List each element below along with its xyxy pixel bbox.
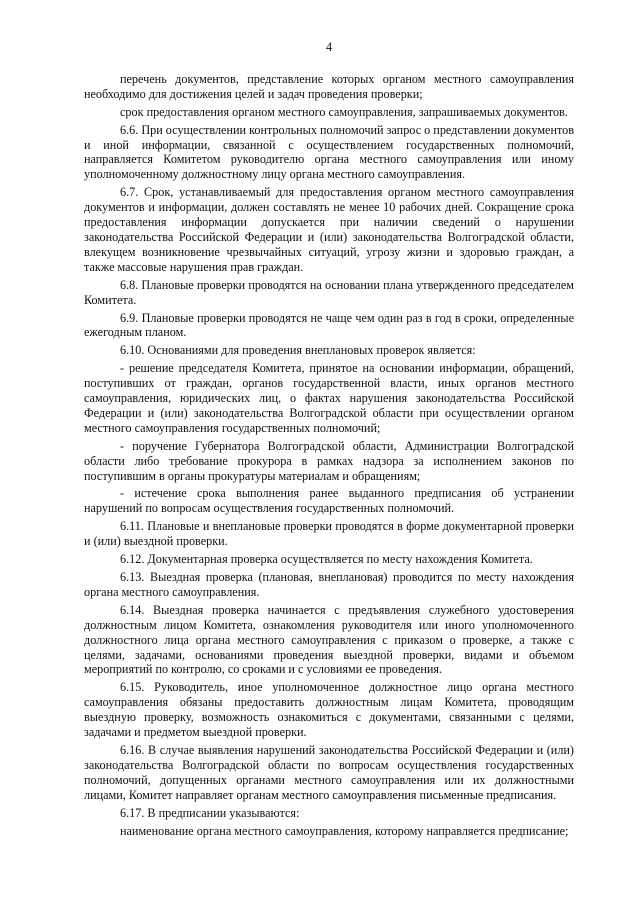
paragraph-6-17-item-1: наименование органа местного самоуправления, которому направляется предписание;	[120, 823, 569, 838]
paragraph-documents-deadline: срок предоставления органом местного самоуправления, запрашиваемых документов.	[120, 104, 568, 119]
paragraph-6-17: 6.17. В предписании указываются:	[120, 805, 300, 820]
paragraph-6-12: 6.12. Документарная проверка осуществляется по месту нахождения Комитета.	[120, 552, 533, 567]
paragraph-6-14: 6.14. Выездная проверка начинается с предъявления служебного удостоверения должностным лицом Комитета, ознакомления руководителя или иного уполномоченного должностного лица органа местного самоуправления с приказом о проверке, а также с целями, задачами, основаниями проведения выездной проверки, видами и объемом мероприятий по контролю, со сроками и с условиями ее проведения.	[84, 602, 574, 677]
paragraph-6-13: 6.13. Выездная проверка (плановая, внеплановая) проводится по месту нахождения органа местного самоуправления.	[84, 570, 574, 599]
paragraph-6-10-item-3: - истечение срока выполнения ранее выданного предписания об устранении нарушений по вопросам осуществления государственных полномочий.	[84, 486, 574, 516]
paragraph-6-10-item-2: - поручение Губернатора Волгоградской области, Администрации Волгоградской области либо требование прокурора в рамках надзора за исполнением законов по поступившим в органы прокуратуры материалам и обращениям;	[84, 438, 574, 483]
paragraph-6-10: 6.10. Основаниями для проведения внеплановых проверок является:	[120, 343, 476, 358]
paragraph-6-6: 6.6. При осуществлении контрольных полномочий запрос о представлении документов и иной информации, связанной с осуществлением государственных полномочий, направляется Комитетом руководителю органа местного самоуправления или иному уполномоченному должностному лицу органа местного самоуправления.	[84, 122, 574, 182]
page-number: 4	[325, 40, 333, 54]
paragraph-documents-list: перечень документов, представление которых органом местного самоуправления необходимо для достижения целей и задач проведения проверки;	[84, 71, 574, 101]
paragraph-6-9: 6.9. Плановые проверки проводятся не чаще чем один раз в год в сроки, определенные ежегодным планом.	[84, 310, 574, 340]
paragraph-6-16: 6.16. В случае выявления нарушений законодательства Российской Федерации и (или) законодательства Волгоградской области по вопросам осуществления государственных полномочий, допущенных органами местного самоуправления или их должностными лицами, Комитет направляет органам местного самоуправления письменные предписания.	[84, 742, 574, 802]
paragraph-6-11: 6.11. Плановые и внеплановые проверки проводятся в форме документарной проверки и (или) выездной проверки.	[84, 519, 574, 549]
paragraph-6-7: 6.7. Срок, устанавливаемый для предоставления органом местного самоуправления документов и информации, должен составлять не менее 10 рабочих дней. Сокращение срока предоставления информации допускается при наличии сведений о нарушении законодательства Российской Федерации и (или) законодательства Волгоградской области, влекущем возникновение чрезвычайных ситуаций, угрозу жизни и здоровью граждан, а также массовые нарушения прав граждан.	[84, 185, 574, 274]
paragraph-6-8: 6.8. Плановые проверки проводятся на основании плана утвержденного председателем Комитета.	[84, 277, 574, 307]
paragraph-6-10-item-1: - решение председателя Комитета, принятое на основании информации, обращений, поступивших от граждан, органов государственной власти, иных органов местного самоуправления, юридических лиц, о фактах нарушения законодательства Российской Федерации и (или) законодательства Волгоградской области при осуществлении органом местного самоуправления государственных полномочий;	[84, 361, 574, 435]
paragraph-6-15: 6.15. Руководитель, иное уполномоченное должностное лицо органа местного самоуправления обязаны предоставить должностным лицам Комитета, проводящим выездную проверку, возможность ознакомиться с документами, связанными с целями, задачами и предметом выездной проверки.	[84, 680, 574, 740]
